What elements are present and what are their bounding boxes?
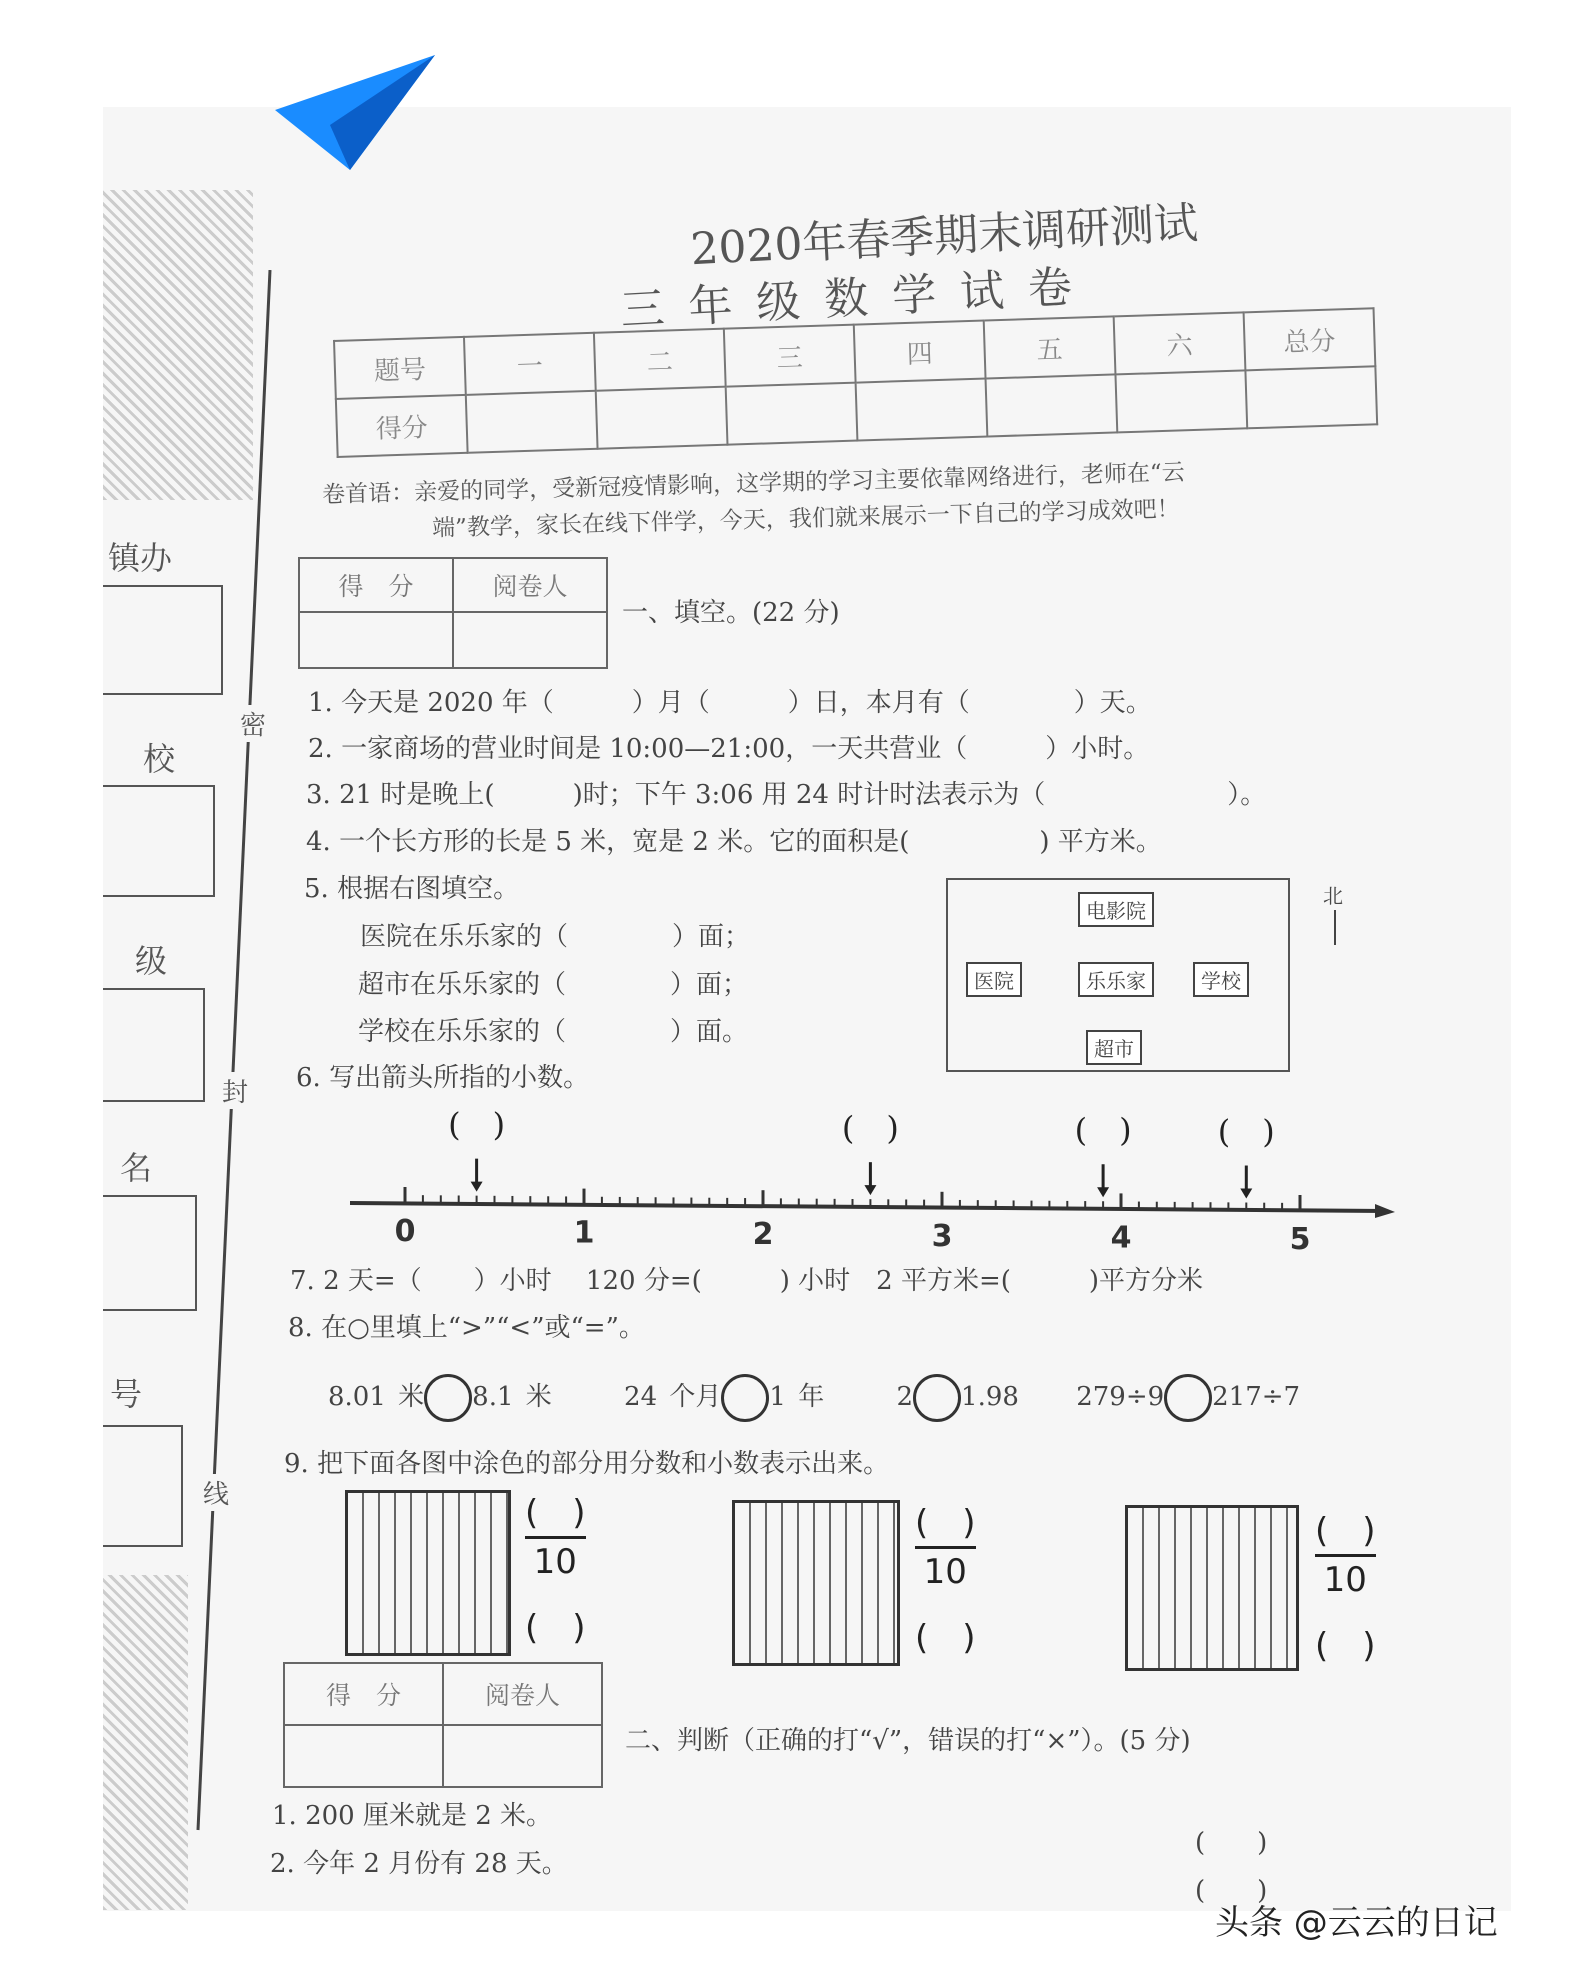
cell: 六	[1114, 312, 1246, 374]
grader-cell[interactable]	[443, 1725, 602, 1787]
score-cell[interactable]	[1245, 366, 1377, 428]
tick-label: 4	[1110, 1220, 1132, 1250]
cell: 四	[854, 321, 986, 383]
compare-circle[interactable]	[913, 1374, 961, 1422]
seal-char: 密	[240, 705, 266, 742]
sidebar-label: 名	[120, 1149, 153, 1187]
judge-blank[interactable]: ( )	[1195, 1828, 1268, 1858]
answer-blank[interactable]: ( )	[1217, 1112, 1275, 1151]
cell: 题号	[334, 337, 466, 399]
seal-line	[190, 270, 280, 1840]
cell: 三	[724, 325, 856, 387]
tick-label: 0	[394, 1214, 416, 1249]
north-arrow-icon	[1334, 910, 1336, 945]
sidebar-pattern-bottom	[103, 1575, 188, 1910]
question: 2. 一家商场的营业时间是 10:00—21:00，一天共营业（ ）小时。	[308, 734, 1150, 764]
score-cell[interactable]	[1115, 370, 1247, 432]
pointer-arrow-head	[864, 1185, 876, 1195]
compare-row	[328, 1374, 1300, 1422]
fraction-answer[interactable]: ( ) 10 ( )	[525, 1493, 586, 1648]
fraction-answer[interactable]: ( ) 10 ( )	[1315, 1511, 1376, 1666]
score-cell[interactable]	[986, 374, 1118, 436]
name-field[interactable]	[103, 1195, 197, 1311]
compare-right: 1 年	[769, 1382, 825, 1412]
paper-plane-logo	[270, 50, 440, 175]
judge-blank[interactable]: ( )	[1195, 1876, 1268, 1906]
tick-label: 5	[1289, 1222, 1311, 1250]
grader-box	[298, 557, 608, 669]
map-hospital: 医院	[966, 962, 1022, 997]
map-cinema: 电影院	[1078, 892, 1154, 927]
shaded-grid	[1125, 1505, 1299, 1671]
north-label: 北	[1323, 884, 1343, 908]
pointer-arrow-head	[1240, 1189, 1252, 1199]
map-supermarket: 超市	[1086, 1030, 1142, 1065]
compare-right: 8.1 米	[472, 1382, 552, 1412]
pointer-arrow-head	[1097, 1187, 1109, 1197]
question: 7. 2 天=（ ）小时 120 分=( ) 小时 2 平方米=( )平方分米	[290, 1266, 1204, 1296]
compare-circle[interactable]	[424, 1374, 472, 1422]
compare-left: 2	[896, 1382, 914, 1412]
score-cell[interactable]	[299, 612, 453, 668]
sidebar-label: 校	[143, 740, 176, 778]
question: 1. 今天是 2020 年（ ）月（ ）日，本月有（ ）天。	[308, 688, 1152, 718]
question: 医院在乐乐家的（ ）面；	[360, 922, 751, 952]
tick-label: 1	[573, 1215, 595, 1250]
cell: 得 分	[299, 558, 453, 612]
score-cell[interactable]	[466, 391, 598, 453]
exam-title: 2020年春季期末调研测试	[689, 197, 1200, 276]
answer-blank[interactable]: ( )	[1074, 1111, 1132, 1150]
exam-subtitle: 三年级数学试卷	[619, 260, 1098, 337]
judge-item: 2. 今年 2 月份有 28 天。	[270, 1849, 568, 1879]
cell: 得分	[336, 395, 468, 457]
pointer-arrow-head	[471, 1182, 483, 1192]
tick-label: 2	[752, 1217, 774, 1250]
map-school: 学校	[1193, 962, 1249, 997]
sidebar-label: 号	[110, 1375, 143, 1413]
score-cell[interactable]	[726, 383, 858, 445]
answer-blank[interactable]: ( )	[448, 1105, 506, 1144]
map-home: 乐乐家	[1078, 962, 1154, 997]
compare-right: 1.98	[961, 1382, 1019, 1412]
number-field[interactable]	[103, 1425, 183, 1547]
sidebar-label: 级	[135, 942, 168, 980]
score-cell[interactable]	[596, 387, 728, 449]
question: 8. 在○里填上“>”“<”或“=”。	[288, 1313, 645, 1343]
question: 5. 根据右图填空。	[304, 874, 520, 904]
question: 学校在乐乐家的（ ）面。	[358, 1017, 749, 1047]
cell: 一	[464, 333, 596, 395]
score-cell[interactable]	[284, 1725, 443, 1787]
cell: 得 分	[284, 1663, 443, 1725]
question: 3. 21 时是晚上( )时；下午 3:06 用 24 时计时法表示为（ ）。	[306, 780, 1267, 810]
compare-circle[interactable]	[1164, 1374, 1212, 1422]
section-heading: 二、判断（正确的打“√”，错误的打“×”）。(5 分)	[625, 1726, 1191, 1756]
fraction-answer[interactable]: ( ) 10 ( )	[915, 1503, 976, 1658]
axis-arrow-icon	[1375, 1204, 1395, 1218]
sidebar-label: 镇办	[108, 539, 173, 577]
cell: 总分	[1244, 308, 1376, 370]
watermark: 头条 @云云的日记	[1215, 1903, 1498, 1943]
tick-label: 3	[931, 1218, 953, 1250]
grader-box	[283, 1662, 603, 1788]
compare-left: 8.01 米	[328, 1382, 425, 1412]
shaded-grid	[732, 1500, 900, 1666]
number-line	[340, 1100, 1410, 1250]
question: 4. 一个长方形的长是 5 米，宽是 2 米。它的面积是( ) 平方米。	[306, 827, 1162, 857]
cell: 阅卷人	[443, 1663, 602, 1725]
cell: 五	[984, 316, 1116, 378]
answer-blank[interactable]: ( )	[841, 1109, 899, 1148]
question: 6. 写出箭头所指的小数。	[296, 1063, 590, 1093]
intro-line: 端”教学，家长在线下伴学，今天，我们就来展示一下自己的学习成效吧！	[431, 496, 1181, 542]
section-heading: 一、填空。(22 分)	[622, 598, 840, 628]
shaded-grid	[345, 1490, 511, 1656]
direction-map	[946, 878, 1290, 1072]
question: 超市在乐乐家的（ ）面；	[358, 970, 749, 1000]
seal-char: 线	[203, 1474, 229, 1511]
axis-line	[350, 1203, 1385, 1211]
compare-circle[interactable]	[721, 1374, 769, 1422]
cell: 阅卷人	[453, 558, 607, 612]
judge-item: 1. 200 厘米就是 2 米。	[272, 1801, 553, 1831]
compare-left: 24 个月	[624, 1382, 722, 1412]
compare-right: 217÷7	[1212, 1382, 1301, 1412]
grader-cell[interactable]	[453, 612, 607, 668]
cell: 二	[594, 329, 726, 391]
score-cell[interactable]	[856, 379, 988, 441]
seal-char: 封	[222, 1072, 248, 1109]
compare-left: 279÷9	[1076, 1382, 1165, 1412]
intro-line: 卷首语：亲爱的同学，受新冠疫情影响，这学期的学习主要依靠网络进行，老师在“云	[321, 459, 1186, 509]
question: 9. 把下面各图中涂色的部分用分数和小数表示出来。	[284, 1449, 890, 1479]
